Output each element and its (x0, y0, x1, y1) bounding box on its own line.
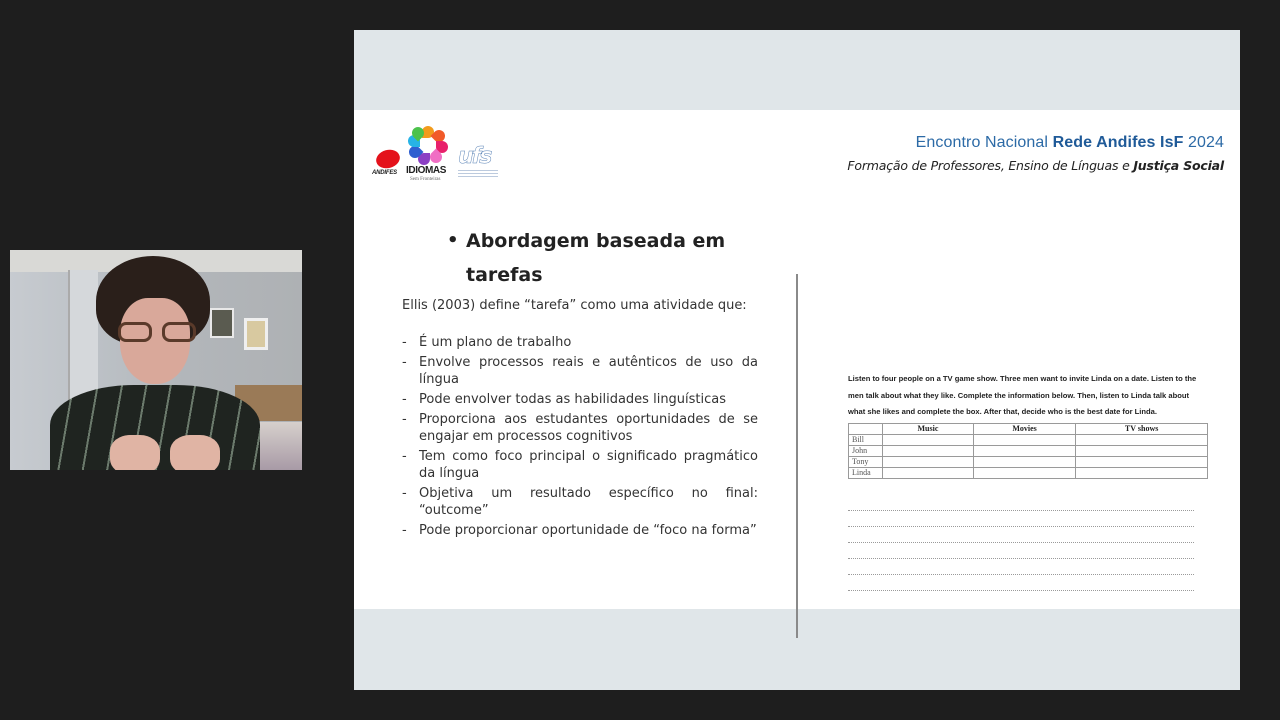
ufs-logo-subtext (458, 170, 498, 178)
slide-right-column (848, 371, 1208, 591)
dotted-answer-line (848, 575, 1194, 591)
slide-heading-text: Abordagem baseada em tarefas (466, 230, 726, 286)
table-cell (883, 445, 974, 456)
dotted-answer-line (848, 527, 1194, 543)
webcam-picture-frame (244, 318, 268, 350)
dash-icon: - (402, 335, 407, 350)
event-subtitle-text: Formação de Professores, Ensino de Línguas e (847, 158, 1134, 173)
table-cell (883, 434, 974, 445)
table-cell (973, 467, 1075, 478)
row-name: John (849, 445, 883, 456)
bullet-icon: • (447, 230, 459, 251)
table-cell (1076, 467, 1208, 478)
presenter-webcam (10, 250, 302, 470)
andifes-logo (372, 150, 406, 180)
andifes-logo-text: ANDIFES (372, 170, 397, 176)
row-name: Tony (849, 456, 883, 467)
event-title (847, 134, 1224, 152)
list-item-text: É um plano de trabalho (419, 335, 572, 350)
list-item (402, 411, 758, 445)
dotted-answer-line (848, 511, 1194, 527)
table-cell (973, 456, 1075, 467)
table-header-movies: Movies (973, 423, 1075, 434)
table-header-blank (849, 423, 883, 434)
table-row (849, 456, 1208, 467)
column-divider (796, 274, 798, 638)
answer-lines (848, 495, 1194, 591)
list-item-text: Proporciona aos estudantes oportunidades de se engajar em processos cognitivos (419, 412, 758, 444)
presenter-hand (170, 435, 220, 470)
table-cell (973, 434, 1075, 445)
table-row (849, 434, 1208, 445)
slide-left-column (402, 224, 758, 542)
table-cell (1076, 434, 1208, 445)
webcam-picture-frame (210, 308, 234, 338)
event-header (847, 134, 1224, 173)
flower-petals-icon (408, 126, 448, 166)
exercise-instructions: Listen to four people on a TV game show. Three men want to invite Linda on a date. Listen to the men talk about what they like. Complete the information below. Then, listen to Linda talk about what she likes and complete the box. After that, decide who is the best date for Linda. (848, 374, 1197, 416)
row-name: Bill (849, 434, 883, 445)
list-item-text: Pode envolver todas as habilidades linguísticas (419, 392, 727, 407)
row-name: Linda (849, 467, 883, 478)
task-characteristics-list (402, 334, 758, 539)
event-title-year: 2024 (1183, 134, 1224, 151)
dash-icon: - (402, 412, 407, 427)
list-item-text: Pode proporcionar oportunidade de “foco na forma” (419, 523, 757, 538)
event-subtitle-bold: Justiça Social (1133, 158, 1224, 173)
dash-icon: - (402, 523, 407, 538)
list-item-text: Objetiva um resultado específico no final: “outcome” (419, 486, 758, 518)
table-cell (883, 467, 974, 478)
slide-heading (402, 224, 758, 292)
list-item (402, 448, 758, 482)
table-cell (1076, 445, 1208, 456)
list-item (402, 391, 758, 408)
list-item-text: Tem como foco principal o significado pragmático da língua (419, 449, 758, 481)
list-item (402, 522, 758, 539)
ufs-logo-text: ufs (458, 144, 491, 169)
idiomas-sem-fronteiras-logo (406, 126, 454, 188)
dotted-answer-line (848, 559, 1194, 575)
ufs-logo (458, 144, 498, 180)
presentation-slide (354, 30, 1240, 690)
dotted-answer-line (848, 543, 1194, 559)
idiomas-logo-subtext: Sem Fronteiras (410, 177, 441, 182)
dotted-answer-line (848, 495, 1194, 511)
exercise-table (848, 423, 1208, 479)
table-cell (973, 445, 1075, 456)
dash-icon: - (402, 355, 407, 370)
event-title-network: Rede Andifes IsF (1052, 134, 1184, 151)
list-item (402, 485, 758, 519)
table-header-tv-shows: TV shows (1076, 423, 1208, 434)
definition-intro: Ellis (2003) define “tarefa” como uma atividade que: (402, 298, 747, 313)
slide-content-area (354, 110, 1240, 609)
dash-icon: - (402, 449, 407, 464)
list-item (402, 354, 758, 388)
table-header-music: Music (883, 423, 974, 434)
logo-group (372, 126, 502, 190)
event-subtitle (847, 158, 1224, 173)
presenter-hand (110, 435, 160, 470)
list-item (402, 334, 758, 351)
table-row (849, 467, 1208, 478)
presenter-glasses (118, 322, 196, 342)
list-item-text: Envolve processos reais e autênticos de uso da língua (419, 355, 758, 387)
table-cell (1076, 456, 1208, 467)
table-row (849, 445, 1208, 456)
idiomas-logo-text: IDIOMAS (406, 165, 446, 176)
table-header-row (849, 423, 1208, 434)
event-title-prefix: Encontro Nacional (915, 134, 1053, 151)
dash-icon: - (402, 486, 407, 501)
table-cell (883, 456, 974, 467)
andifes-mark-icon (374, 147, 402, 171)
dash-icon: - (402, 392, 407, 407)
